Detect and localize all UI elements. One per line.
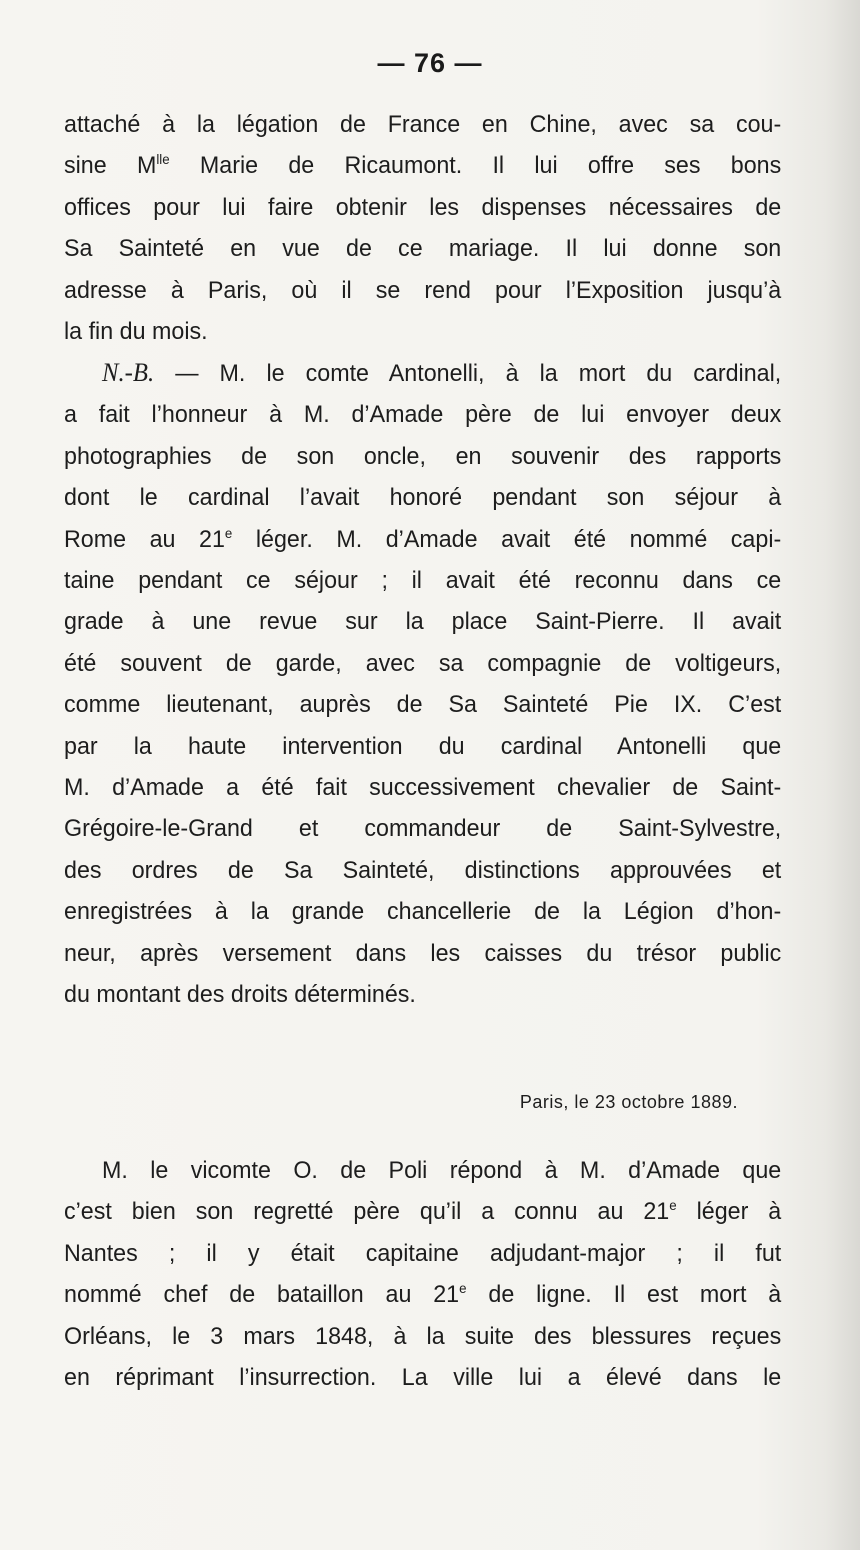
- text-line: [64, 1191, 781, 1232]
- text-fragment: léger à: [696, 1198, 782, 1226]
- text-line: adresse à Paris, où il se rend pour l’Exposition jusqu’à: [64, 276, 782, 304]
- text-fragment: Rome au 21: [64, 525, 225, 553]
- text-fragment: c’est bien son regretté père qu’il a connu au 21: [64, 1198, 670, 1226]
- text-fragment: — M. le comte Antonelli, à la mort du cardinal,: [175, 360, 782, 387]
- text-line: grade à une revue sur la place Saint-Pierre. Il avait: [64, 608, 782, 636]
- superscript: e: [459, 1280, 467, 1297]
- text-line: la fin du mois.: [64, 318, 208, 346]
- text-line: attaché à la légation de France en Chine, avec sa cou-: [64, 111, 782, 138]
- text-line: [64, 1274, 781, 1315]
- text-line: été souvent de garde, avec sa compagnie de voltigeurs,: [64, 649, 782, 677]
- text-fragment: Marie de Ricaumont. Il lui offre ses bons: [199, 152, 782, 180]
- text-line: des ordres de Sa Sainteté, distinctions approuvées et: [64, 856, 782, 884]
- text-line: M. d’Amade a été fait successivement chevalier de Saint-: [64, 774, 782, 802]
- date-signature: Paris, le 23 octobre 1889.: [519, 1092, 738, 1112]
- text-line: taine pendant ce séjour ; il avait été reconnu dans ce: [64, 567, 782, 595]
- text-line: Nantes ; il y était capitaine adjudant-major ; il fut: [64, 1239, 782, 1267]
- text-line: photographies de son oncle, en souvenir des rapports: [64, 442, 782, 470]
- text-fragment: nommé chef de bataillon au 21: [64, 1281, 460, 1309]
- text-line: [64, 145, 781, 186]
- text-line: offices pour lui faire obtenir les dispenses nécessaires de: [64, 193, 782, 221]
- nb-label: N.-B.: [102, 358, 155, 387]
- superscript: e: [224, 524, 233, 541]
- text-fragment: léger. M. d’Amade avait été nommé capi-: [255, 525, 782, 553]
- paragraph-1: [64, 104, 781, 352]
- text-line: [64, 352, 781, 394]
- text-fragment: sine M: [64, 152, 157, 180]
- text-line: Sa Sainteté en vue de ce mariage. Il lui donne son: [64, 235, 782, 263]
- text-line: en réprimant l’insurrection. La ville lui a élevé dans le: [64, 1364, 782, 1392]
- text-line: a fait l’honneur à M. d’Amade père de lui envoyer deux: [64, 401, 782, 429]
- text-fragment: de ligne. Il est mort à: [488, 1281, 782, 1309]
- text-line: M. le vicomte O. de Poli répond à M. d’Amade que: [102, 1157, 782, 1184]
- text-line: comme lieutenant, auprès de Sa Sainteté Pie IX. C’est: [64, 691, 782, 719]
- paragraph-3: [64, 1150, 781, 1398]
- text-line: enregistrées à la grande chancellerie de la Légion d’hon-: [64, 898, 782, 926]
- superscript: lle: [156, 151, 170, 168]
- text-line: par la haute intervention du cardinal Antonelli que: [64, 732, 782, 760]
- text-line: Grégoire-le-Grand et commandeur de Saint-Sylvestre,: [64, 815, 782, 843]
- paragraph-2: [64, 352, 781, 1016]
- page-number: — 76 —: [377, 48, 483, 78]
- text-line: dont le cardinal l’avait honoré pendant son séjour à: [64, 484, 782, 512]
- text-line: du montant des droits déterminés.: [64, 981, 416, 1009]
- text-line: Orléans, le 3 mars 1848, à la suite des blessures reçues: [64, 1322, 782, 1350]
- text-line: neur, après versement dans les caisses du trésor public: [64, 939, 782, 967]
- text-line: [64, 519, 781, 560]
- superscript: e: [669, 1197, 677, 1214]
